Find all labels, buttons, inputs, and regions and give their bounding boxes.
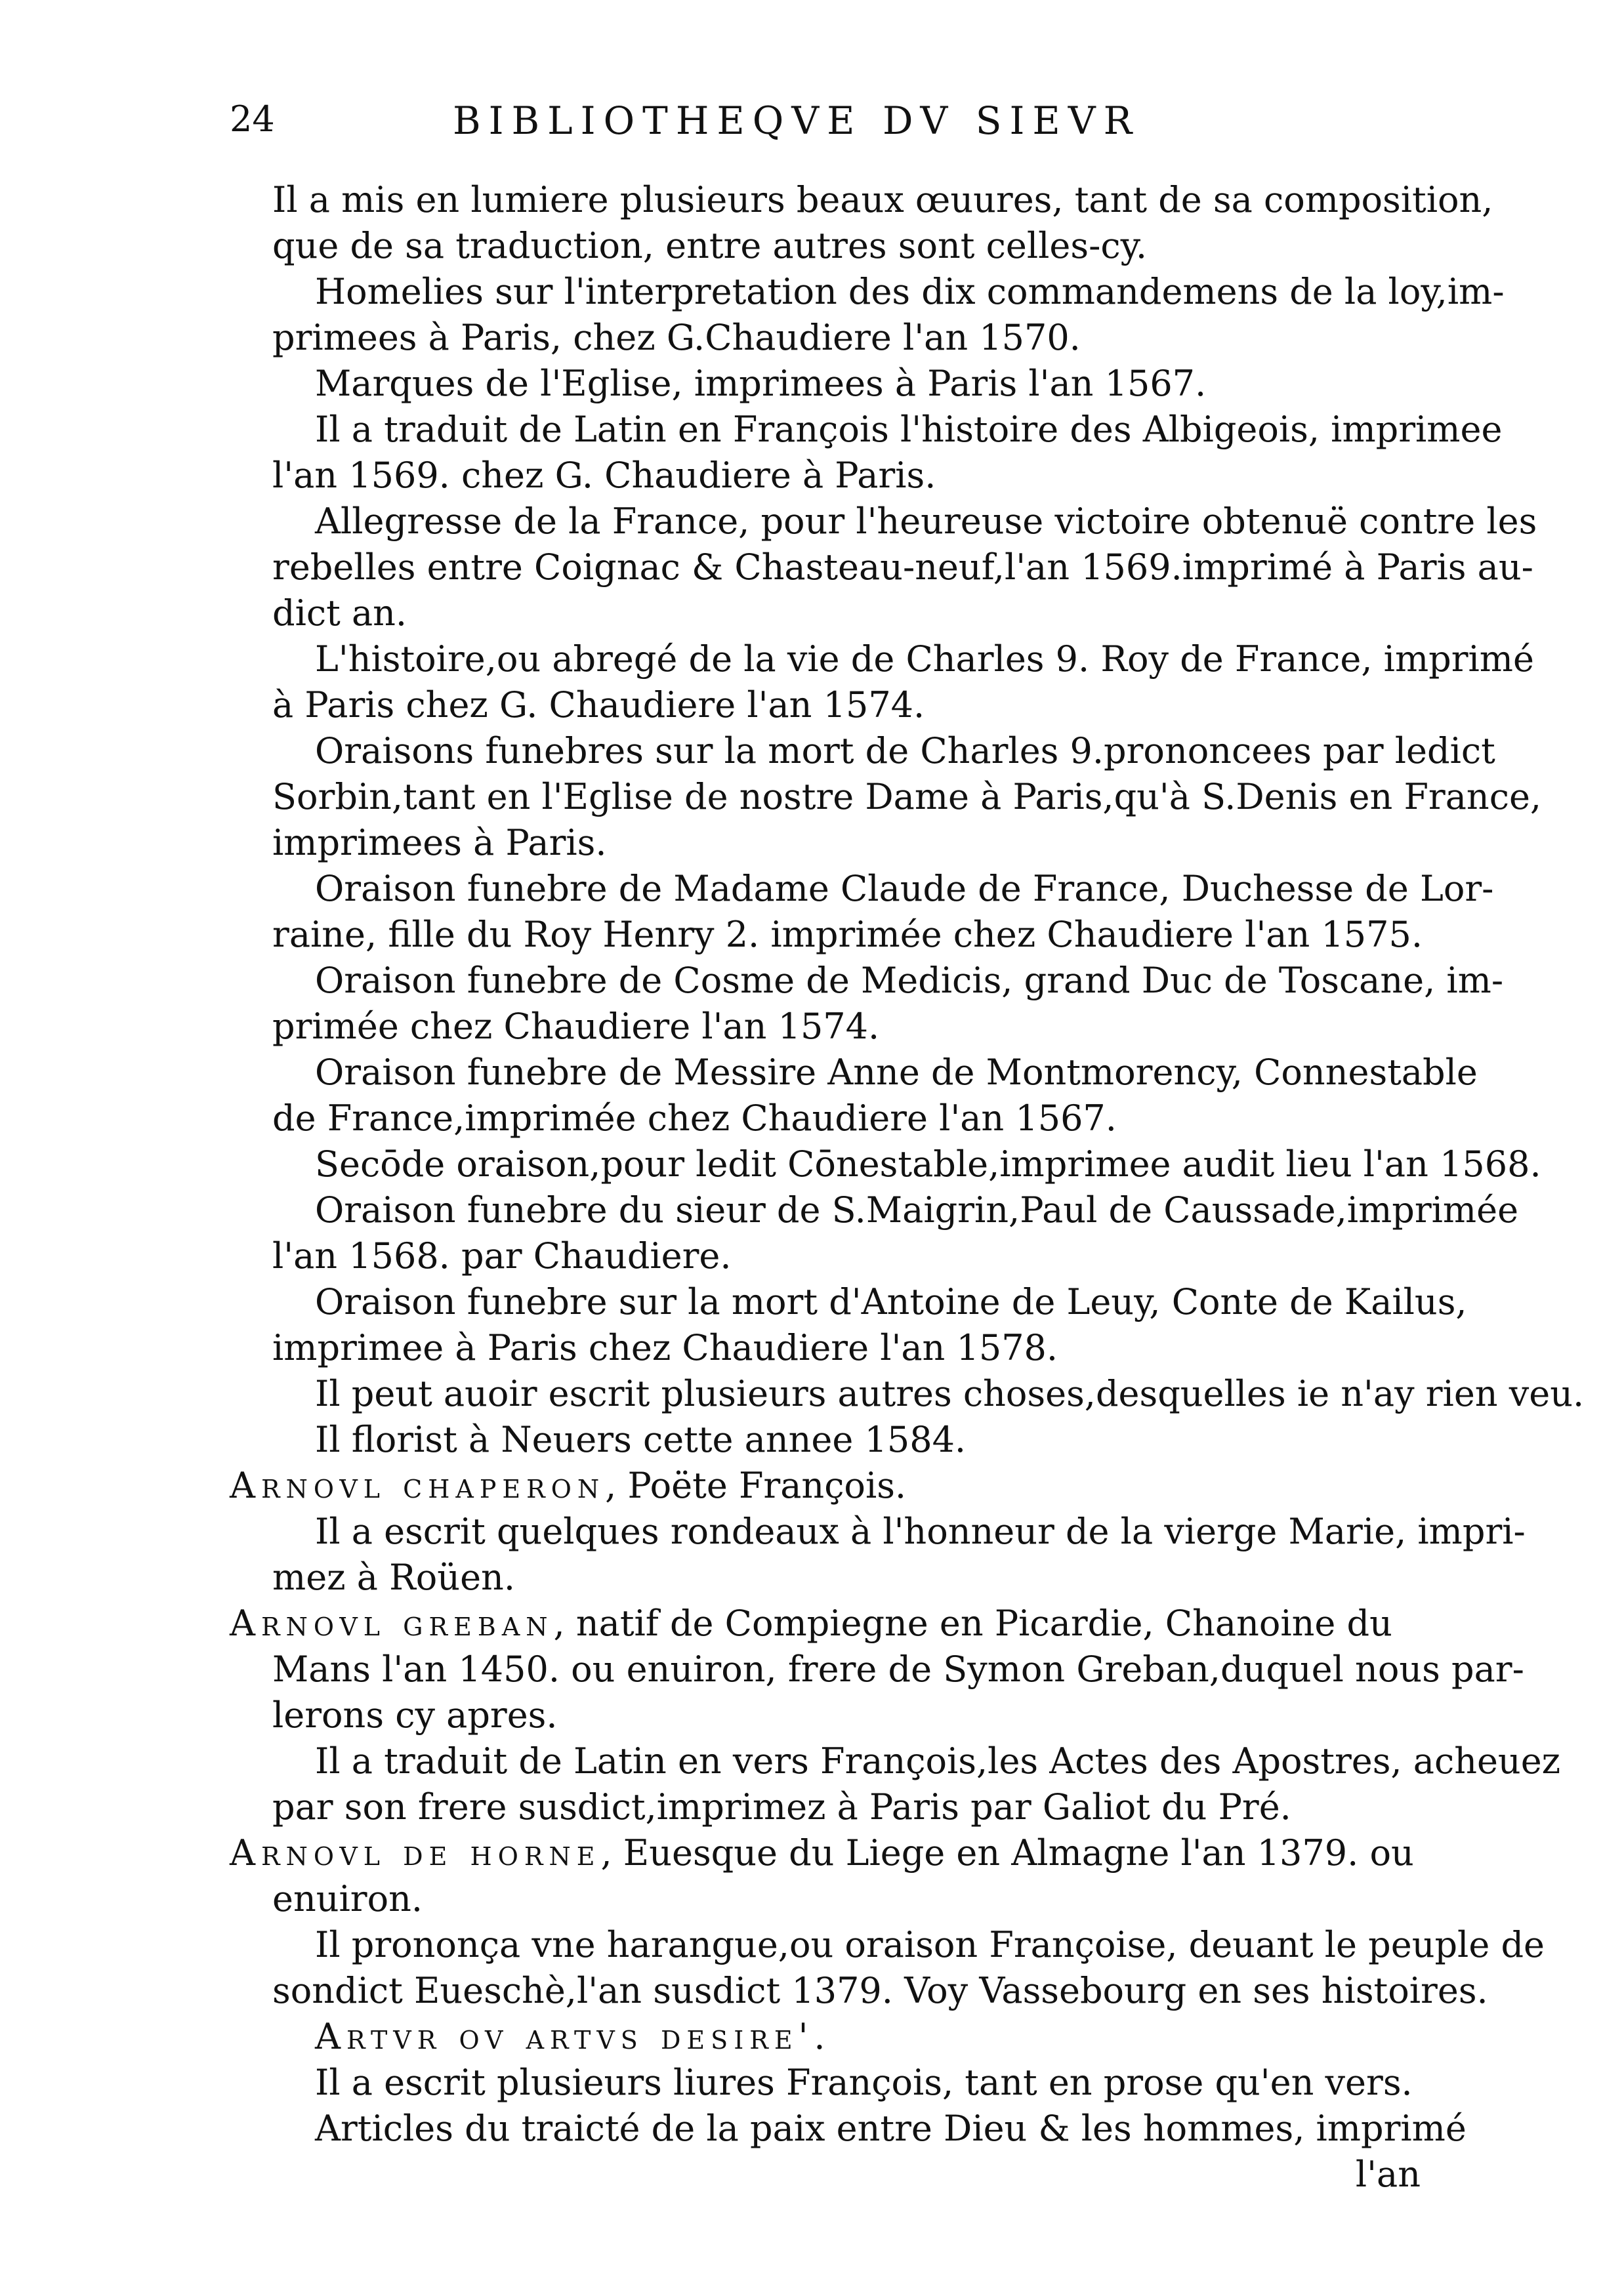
line-text: l'an: [1355, 2154, 1421, 2195]
text-line: [272, 174, 1493, 226]
text-line: [272, 1092, 1421, 1145]
line-text: Sorbin,tant en l'Eglise de nostre Dame à Paris,qu'à S.Denis en France,: [272, 776, 1542, 817]
text-line: [315, 1046, 1478, 1099]
page-header: [230, 98, 1365, 151]
author-name: Arnovl greban: [230, 1603, 554, 1644]
text-line: [315, 403, 1503, 456]
text-line: [272, 1965, 1488, 2017]
line-text: à Paris chez G. Chaudiere l'an 1574.: [272, 684, 925, 726]
line-text: l'an 1569. chez G. Chaudiere à Paris.: [272, 455, 936, 496]
text-line: [230, 1460, 1378, 1512]
text-line: [272, 1230, 1421, 1282]
line-text: primees à Paris, chez G.Chaudiere l'an 1570.: [272, 317, 1081, 358]
text-line: [315, 2011, 1463, 2063]
line-text: Il florist à Neuers cette annee 1584.: [315, 1419, 967, 1460]
line-text: Oraisons funebres sur la mort de Charles 9.prononcees par ledict: [315, 730, 1495, 771]
text-line: [272, 220, 1421, 272]
text-line: [315, 1506, 1526, 1558]
text-line: [315, 1184, 1519, 1237]
line-text: Articles du traicté de la paix entre Dieu & les hommes, imprimé: [315, 2108, 1467, 2149]
line-text: Oraison funebre de Cosme de Medicis, grand Duc de Toscane, im-: [315, 960, 1504, 1001]
line-text: dict an.: [272, 592, 407, 634]
text-line: [272, 312, 1421, 364]
line-text: que de sa traduction, entre autres sont celles-cy.: [272, 225, 1148, 266]
line-text: Il a traduit de Latin en François l'histoire des Albigeois, imprimee: [315, 409, 1503, 450]
line-text: Oraison funebre du sieur de S.Maigrin,Paul de Caussade,imprimée: [315, 1189, 1519, 1231]
line-text: par son frere susdict,imprimez à Paris par Galiot du Pré.: [272, 1786, 1291, 1828]
text-line: [272, 771, 1542, 823]
line-text: Il peut auoir escrit plusieurs autres choses,desquelles ie n'ay rien veu.: [315, 1373, 1585, 1414]
text-line: [315, 725, 1495, 777]
running-title: BIBLIOTHEQVE DV SIEVR: [453, 98, 1140, 143]
text-line: [272, 1873, 1421, 1925]
line-text: Oraison funebre de Messire Anne de Montmorency, Connestable: [315, 1052, 1478, 1093]
author-name: Arnovl de horne: [230, 1832, 601, 1874]
text-line: [272, 817, 1421, 869]
page-number: 24: [230, 98, 275, 140]
text-line: [315, 495, 1537, 548]
text-line: [272, 587, 1421, 640]
text-line: [315, 358, 1463, 410]
author-name: Arnovl chaperon: [230, 1465, 606, 1506]
text-line: [272, 679, 1421, 731]
text-line: [315, 633, 1534, 686]
line-text: l'an 1568. par Chaudiere.: [272, 1235, 732, 1277]
text-line: [230, 1827, 1414, 1879]
author-name: Artvr ov artvs desire'.: [315, 2016, 831, 2057]
line-text: de France,imprimée chez Chaudiere l'an 1567.: [272, 1097, 1117, 1139]
text-line: [315, 1735, 1561, 1788]
line-text: , Poëte François.: [605, 1465, 907, 1506]
text-line: [272, 1689, 1421, 1742]
line-text: Marques de l'Eglise, imprimees à Paris l'an 1567.: [315, 363, 1207, 404]
line-text: Mans l'an 1450. ou enuiron, frere de Symon Greban,duquel nous par-: [272, 1649, 1524, 1690]
text-line: [272, 1322, 1421, 1374]
text-line: [272, 1781, 1421, 1834]
line-text: Oraison funebre sur la mort d'Antoine de Leuy, Conte de Kailus,: [315, 1281, 1467, 1322]
line-text: Homelies sur l'interpretation des dix commandemens de la loy,im-: [315, 271, 1505, 312]
line-text: enuiron.: [272, 1878, 423, 1919]
text-line: [272, 1551, 1421, 1604]
text-line: [230, 1597, 1392, 1650]
line-text: Il prononça vne harangue,ou oraison Françoise, deuant le peuple de: [315, 1924, 1545, 1965]
line-text: Il a mis en lumiere plusieurs beaux œuures, tant de sa composition,: [272, 179, 1493, 220]
line-text: Il a escrit plusieurs liures François, tant en prose qu'en vers.: [315, 2062, 1413, 2103]
text-line: [272, 1000, 1421, 1053]
text-line: [315, 954, 1504, 1007]
line-text: lerons cy apres.: [272, 1694, 558, 1736]
line-text: mez à Roüen.: [272, 1557, 515, 1598]
text-line: [272, 909, 1421, 961]
line-text: primée chez Chaudiere l'an 1574.: [272, 1006, 880, 1047]
line-text: imprimee à Paris chez Chaudiere l'an 1578.: [272, 1327, 1058, 1368]
line-text: , Euesque du Liege en Almagne l'an 1379. ou: [600, 1832, 1414, 1874]
text-line: [315, 2057, 1463, 2109]
line-text: L'histoire,ou abregé de la vie de Charles 9. Roy de France, imprimé: [315, 638, 1534, 680]
line-text: Oraison funebre de Madame Claude de France, Duchesse de Lor-: [315, 868, 1494, 909]
text-line: [315, 1368, 1585, 1420]
text-line: [315, 1414, 1463, 1466]
line-text: Il a traduit de Latin en vers François,les Actes des Apostres, acheuez: [315, 1740, 1561, 1782]
line-text: raine, fille du Roy Henry 2. imprimée chez Chaudiere l'an 1575.: [272, 914, 1423, 955]
text-line: [272, 2148, 1421, 2201]
line-text: rebelles entre Coignac & Chasteau-neuf,l'an 1569.imprimé à Paris au-: [272, 546, 1533, 588]
line-text: , natif de Compiegne en Picardie, Chanoine du: [553, 1603, 1392, 1644]
line-text: Allegresse de la France, pour l'heureuse victoire obtenuë contre les: [315, 501, 1537, 542]
text-line: [315, 1276, 1467, 1328]
text-line: [315, 1138, 1541, 1191]
line-text: sondict Eueschè,l'an susdict 1379. Voy Vassebourg en ses histoires.: [272, 1970, 1488, 2011]
line-text: imprimees à Paris.: [272, 822, 607, 863]
line-text: Il a escrit quelques rondeaux à l'honneur de la vierge Marie, impri-: [315, 1511, 1526, 1552]
text-line: [315, 266, 1505, 318]
text-line: [272, 1643, 1524, 1696]
line-text: Secōde oraison,pour ledit Cōnestable,imprimee audit lieu l'an 1568.: [315, 1143, 1541, 1185]
text-line: [315, 863, 1494, 915]
text-line: [315, 1919, 1545, 1971]
text-line: [272, 541, 1533, 594]
text-line: [315, 2102, 1467, 2155]
text-line: [272, 449, 1421, 502]
